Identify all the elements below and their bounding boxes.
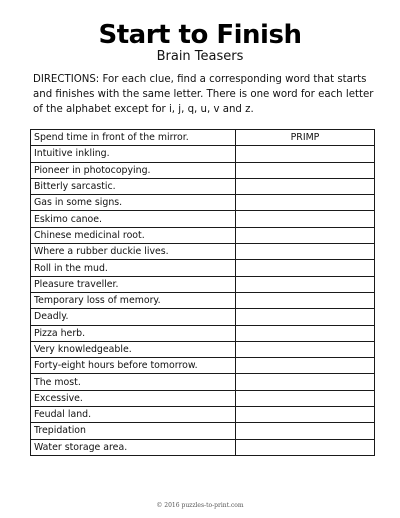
answer-cell[interactable] [236, 260, 375, 276]
puzzle-table-body [31, 130, 375, 456]
clue-cell: Where a rubber duckie lives. [31, 244, 236, 260]
answer-cell[interactable] [236, 276, 375, 292]
table-row [31, 260, 375, 276]
clue-cell: Intuitive inkling. [31, 146, 236, 162]
worksheet-subtitle: Brain Teasers [156, 49, 244, 64]
clue-cell: Feudal land. [31, 407, 236, 423]
clue-cell: Gas in some signs. [31, 195, 236, 211]
table-row [31, 325, 375, 341]
clue-cell: Water storage area. [31, 439, 236, 455]
clue-cell: Spend time in front of the mirror. [31, 130, 236, 146]
clue-cell: Pleasure traveller. [31, 276, 236, 292]
answer-cell[interactable] [236, 227, 375, 243]
worksheet-title: Start to Finish [98, 20, 302, 50]
clue-cell: Eskimo canoe. [31, 211, 236, 227]
answer-cell[interactable] [236, 374, 375, 390]
table-row [31, 407, 375, 423]
clue-cell: Forty-eight hours before tomorrow. [31, 358, 236, 374]
answer-cell[interactable] [236, 439, 375, 455]
clue-cell: Roll in the mud. [31, 260, 236, 276]
clue-cell: Trepidation [31, 423, 236, 439]
answer-cell[interactable] [236, 341, 375, 357]
table-row [31, 423, 375, 439]
table-row [31, 146, 375, 162]
table-row [31, 178, 375, 194]
answer-cell[interactable] [236, 178, 375, 194]
answer-cell[interactable] [236, 292, 375, 308]
table-row [31, 309, 375, 325]
answer-cell[interactable] [236, 244, 375, 260]
table-row [31, 227, 375, 243]
answer-cell[interactable] [236, 390, 375, 406]
table-row [31, 439, 375, 455]
table-row [31, 374, 375, 390]
table-row [31, 390, 375, 406]
directions-text: DIRECTIONS: For each clue, find a corresponding word that starts and finishes with the same letter. There is one word for each letter of the alphabet except for i, j, q, u, v and z. [33, 74, 374, 115]
answer-cell[interactable] [236, 211, 375, 227]
clue-cell: Temporary loss of memory. [31, 292, 236, 308]
clue-cell: Pioneer in photocopying. [31, 162, 236, 178]
table-row [31, 341, 375, 357]
answer-cell[interactable] [236, 146, 375, 162]
table-row [31, 244, 375, 260]
clue-cell: Very knowledgeable. [31, 341, 236, 357]
clue-cell: Bitterly sarcastic. [31, 178, 236, 194]
table-row [31, 162, 375, 178]
answer-cell[interactable] [236, 407, 375, 423]
clue-cell: Chinese medicinal root. [31, 227, 236, 243]
answer-cell[interactable] [236, 195, 375, 211]
copyright-footer: © 2016 puzzles-to-print.com [156, 502, 244, 509]
table-row [31, 358, 375, 374]
answer-cell[interactable] [236, 423, 375, 439]
table-row [31, 211, 375, 227]
answer-cell[interactable]: PRIMP [236, 130, 375, 146]
clue-cell: The most. [31, 374, 236, 390]
table-row [31, 292, 375, 308]
puzzle-table [30, 129, 375, 456]
clue-cell: Pizza herb. [31, 325, 236, 341]
answer-cell[interactable] [236, 325, 375, 341]
table-row [31, 276, 375, 292]
answer-cell[interactable] [236, 358, 375, 374]
clue-cell: Excessive. [31, 390, 236, 406]
answer-cell[interactable] [236, 162, 375, 178]
table-row [31, 130, 375, 146]
answer-cell[interactable] [236, 309, 375, 325]
clue-cell: Deadly. [31, 309, 236, 325]
table-row [31, 195, 375, 211]
